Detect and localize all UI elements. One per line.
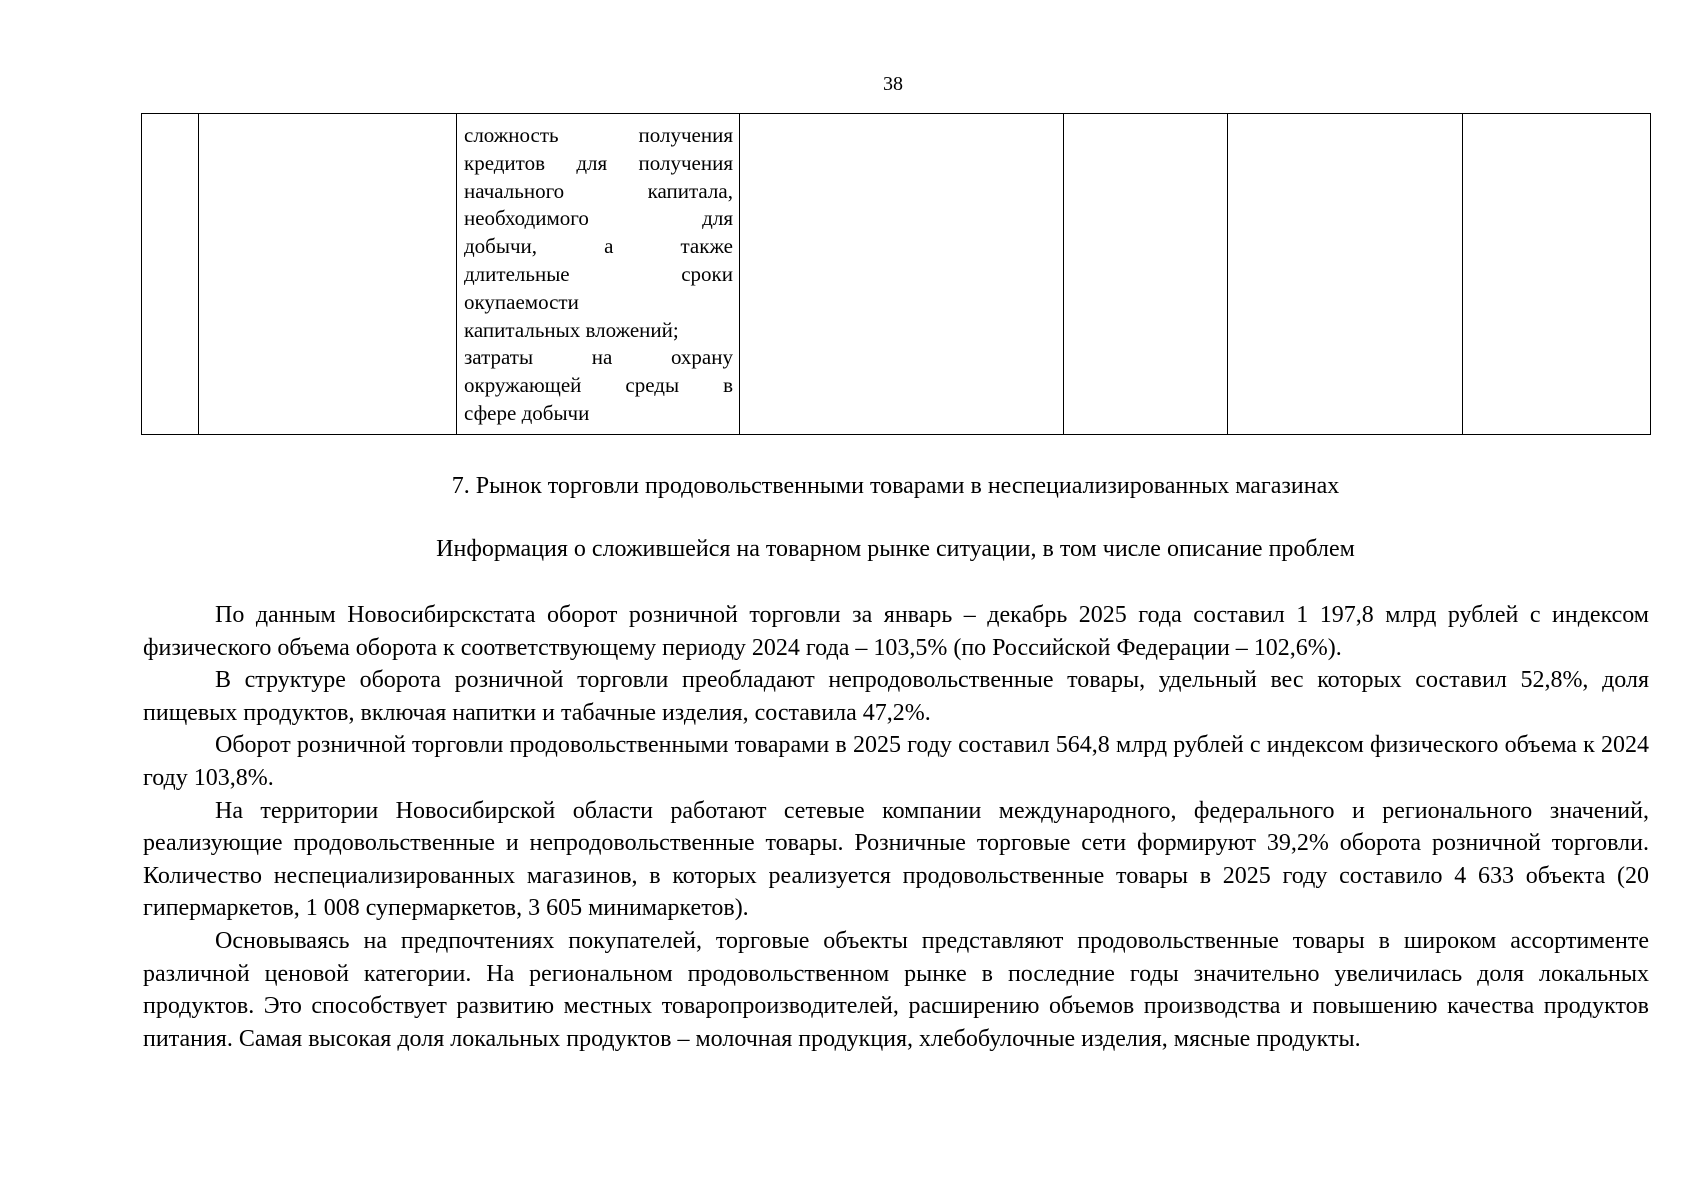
continued-table [141, 113, 1651, 435]
cell-line: затраты на охрану [464, 345, 733, 370]
cell-line: необходимого для [464, 206, 733, 231]
paragraph: На территории Новосибирской области работают сетевые компании международного, федерального и регионального значений, реализующие продовольственные и непродовольственные товары. Розничные торговые сети формируют 39,2% оборота розничной торговли. Количество неспециализированных магазинов, в которых реализуется продовольственные товары в 2025 году составило 4 633 объекта (20 гипермаркетов, 1 008 супермаркетов, 3 605 минимаркетов). [143, 797, 1649, 922]
cell-line: сложность получения [464, 123, 733, 147]
table-cell-problems [457, 114, 740, 435]
cell-line: добычи, а также [464, 234, 733, 259]
paragraph: Оборот розничной торговли продовольственными товарами в 2025 году составил 564,8 млрд рублей с индексом физического объема к 2024 году 103,8%. [143, 732, 1649, 791]
paragraph: В структуре оборота розничной торговли преобладают непродовольственные товары, удельный вес которых составил 52,8%, доля пищевых продуктов, включая напитки и табачные изделия, составила 47,2%. [143, 667, 1649, 726]
paragraph: По данным Новосибирскстата оборот розничной торговли за январь – декабрь 2025 года составил 1 197,8 млрд рублей с индексом физического объема оборота к соответствующему периоду 2024 года – 103,5% (по Российской Федерации – 102,6%). [143, 602, 1649, 661]
cell-line: длительные сроки [464, 261, 733, 286]
table-cell-empty [1228, 114, 1463, 435]
cell-line: капитальных вложений; [464, 317, 679, 342]
cell-line: окупаемости [464, 289, 579, 314]
subsection-title: Информация о сложившейся на товарном рынке ситуации, в том числе описание проблем [436, 536, 1355, 562]
table-row [142, 114, 1651, 435]
section-title: 7. Рынок торговли продовольственными товарами в неспециализированных магазинах [451, 473, 1340, 499]
cell-line: кредитов для получения [464, 150, 733, 175]
body-text [143, 599, 1649, 1055]
table-cell-empty [740, 114, 1064, 435]
page-number: 38 [883, 73, 903, 95]
table-cell-number [142, 114, 199, 435]
table-cell-empty [1064, 114, 1228, 435]
cell-line: сфере добычи [464, 400, 590, 425]
cell-line: начального капитала, [464, 178, 733, 203]
paragraph: Основываясь на предпочтениях покупателей, торговые объекты представляют продовольственные товары в широком ассортименте различной ценовой категории. На региональном продовольственном рынке в последние годы значительно увеличилась доля локальных продуктов. Это способствует развитию местных товаропроизводителей, расширению объемов производства и повышению качества продуктов питания. Самая высокая доля локальных продуктов – молочная продукция, хлебобулочные изделия, мясные продукты. [143, 927, 1649, 1052]
table-cell-empty [1463, 114, 1651, 435]
table-cell-name [199, 114, 457, 435]
cell-line: окружающей среды в [464, 373, 733, 398]
problems-text [457, 114, 739, 428]
